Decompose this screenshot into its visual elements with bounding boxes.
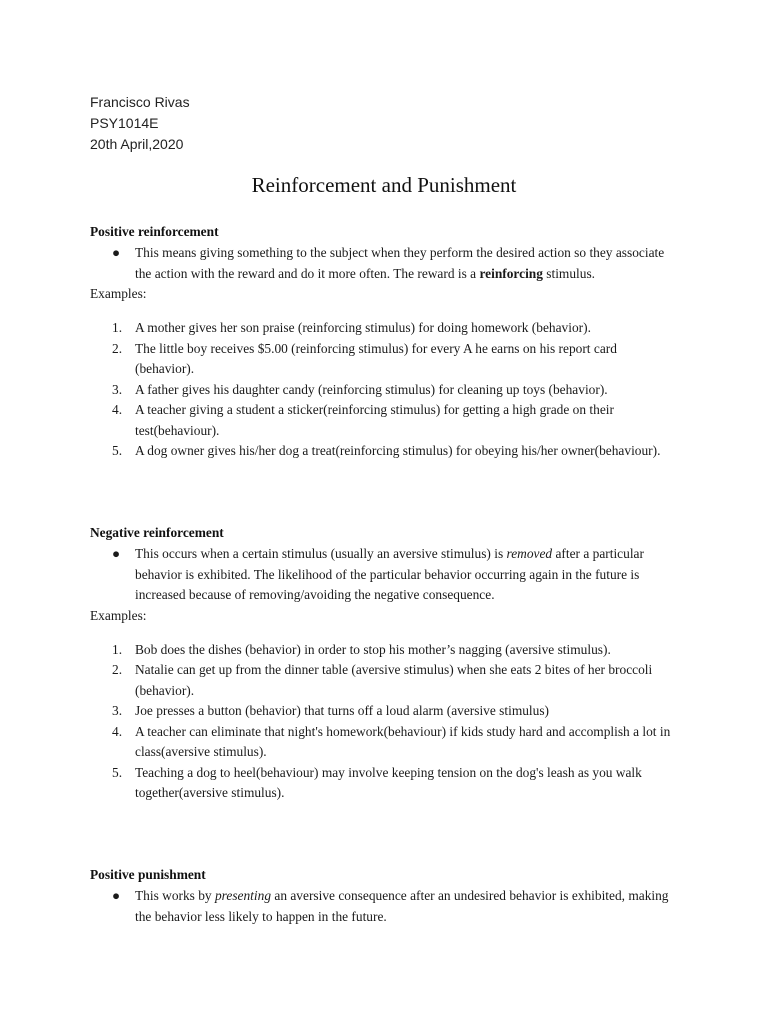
author-name: Francisco Rivas bbox=[90, 94, 190, 110]
list-number: 3. bbox=[112, 703, 123, 718]
bullet-icon: ● bbox=[112, 245, 121, 260]
list-item bbox=[90, 400, 678, 441]
list-item bbox=[90, 441, 678, 462]
list-number: 1. bbox=[112, 641, 123, 657]
examples-list bbox=[90, 318, 678, 462]
bullet-italic-term: presenting bbox=[214, 888, 272, 903]
bullet-bold-term: reinforcing bbox=[479, 265, 543, 281]
list-item bbox=[90, 660, 678, 701]
list-number: 1. bbox=[112, 320, 123, 335]
section-negative-reinforcement bbox=[90, 523, 678, 804]
bullet-text: This occurs when a certain stimulus (usually an aversive stimulus) is bbox=[135, 546, 507, 561]
list-item-text: The little boy receives $5.00 (reinforcing stimulus) for every A he earns on his report card (behavior). bbox=[135, 340, 617, 376]
bullet-text: stimulus. bbox=[542, 265, 596, 281]
bullet-text: an aversive consequence after an undesired behavior is exhibited, making the behavior less likely to happen in the future. bbox=[135, 888, 669, 924]
list-number: 3. bbox=[112, 381, 123, 397]
bullet-item bbox=[90, 243, 678, 284]
list-number: 5. bbox=[112, 443, 123, 458]
examples-label: Examples: bbox=[90, 607, 147, 623]
list-item bbox=[90, 380, 678, 401]
document-date: 20th April,2020 bbox=[90, 136, 184, 152]
list-item-text: A father gives his daughter candy (reinforcing stimulus) for cleaning up toys (behavior). bbox=[135, 381, 608, 397]
list-item-text: A teacher can eliminate that night's homework(behaviour) if kids study hard and accomplish a lot in class(aversive stimulus). bbox=[135, 723, 671, 759]
bullet-item bbox=[90, 544, 678, 606]
list-item bbox=[90, 763, 678, 804]
list-number: 2. bbox=[112, 662, 123, 677]
author-header bbox=[90, 92, 190, 155]
list-item bbox=[90, 640, 678, 661]
list-item-text: A dog owner gives his/her dog a treat(reinforcing stimulus) for obeying his/her owner(behaviour). bbox=[135, 443, 661, 458]
section-heading: Negative reinforcement bbox=[90, 525, 224, 540]
list-number: 4. bbox=[112, 402, 123, 417]
list-item bbox=[90, 701, 678, 722]
bullet-italic-term: removed bbox=[506, 546, 553, 561]
list-item bbox=[90, 318, 678, 339]
list-item-text: A teacher giving a student a sticker(reinforcing stimulus) for getting a high grade on their test(behaviour). bbox=[135, 402, 614, 438]
list-number: 2. bbox=[112, 340, 123, 356]
list-item-text: Teaching a dog to heel(behaviour) may involve keeping tension on the dog's leash as you walk together(aversive stimulus). bbox=[135, 764, 642, 800]
course-code: PSY1014E bbox=[90, 115, 159, 131]
list-item-text: Bob does the dishes (behavior) in order to stop his mother’s nagging (aversive stimulus). bbox=[135, 641, 611, 657]
list-number: 5. bbox=[112, 764, 123, 780]
bullet-item bbox=[90, 886, 678, 927]
list-item-text: A mother gives her son praise (reinforcing stimulus) for doing homework (behavior). bbox=[135, 320, 591, 335]
bullet-text: This means giving something to the subject when they perform the desired action so they associate the action with the reward and do it more often. The reward is a bbox=[135, 245, 665, 281]
list-item bbox=[90, 339, 678, 380]
section-positive-punishment bbox=[90, 865, 678, 927]
section-heading: Positive punishment bbox=[90, 867, 206, 882]
section-positive-reinforcement bbox=[90, 222, 678, 462]
list-number: 4. bbox=[112, 723, 123, 739]
bullet-icon: ● bbox=[112, 546, 121, 561]
bullet-text: after a particular behavior is exhibited. The likelihood of the particular behavior occurring again in the future is increased because of removing/avoiding the negative consequence. bbox=[135, 546, 644, 602]
section-heading: Positive reinforcement bbox=[90, 224, 219, 239]
bullet-icon: ● bbox=[112, 888, 121, 903]
list-item-text: Natalie can get up from the dinner table (aversive stimulus) when she eats 2 bites of her broccoli (behavior). bbox=[135, 662, 653, 698]
list-item bbox=[90, 722, 678, 763]
document-title: Reinforcement and Punishment bbox=[251, 173, 517, 197]
bullet-text: This works by bbox=[135, 888, 215, 903]
examples-label: Examples: bbox=[90, 286, 147, 301]
examples-list bbox=[90, 640, 678, 804]
list-item-text: Joe presses a button (behavior) that turns off a loud alarm (aversive stimulus) bbox=[135, 703, 550, 718]
